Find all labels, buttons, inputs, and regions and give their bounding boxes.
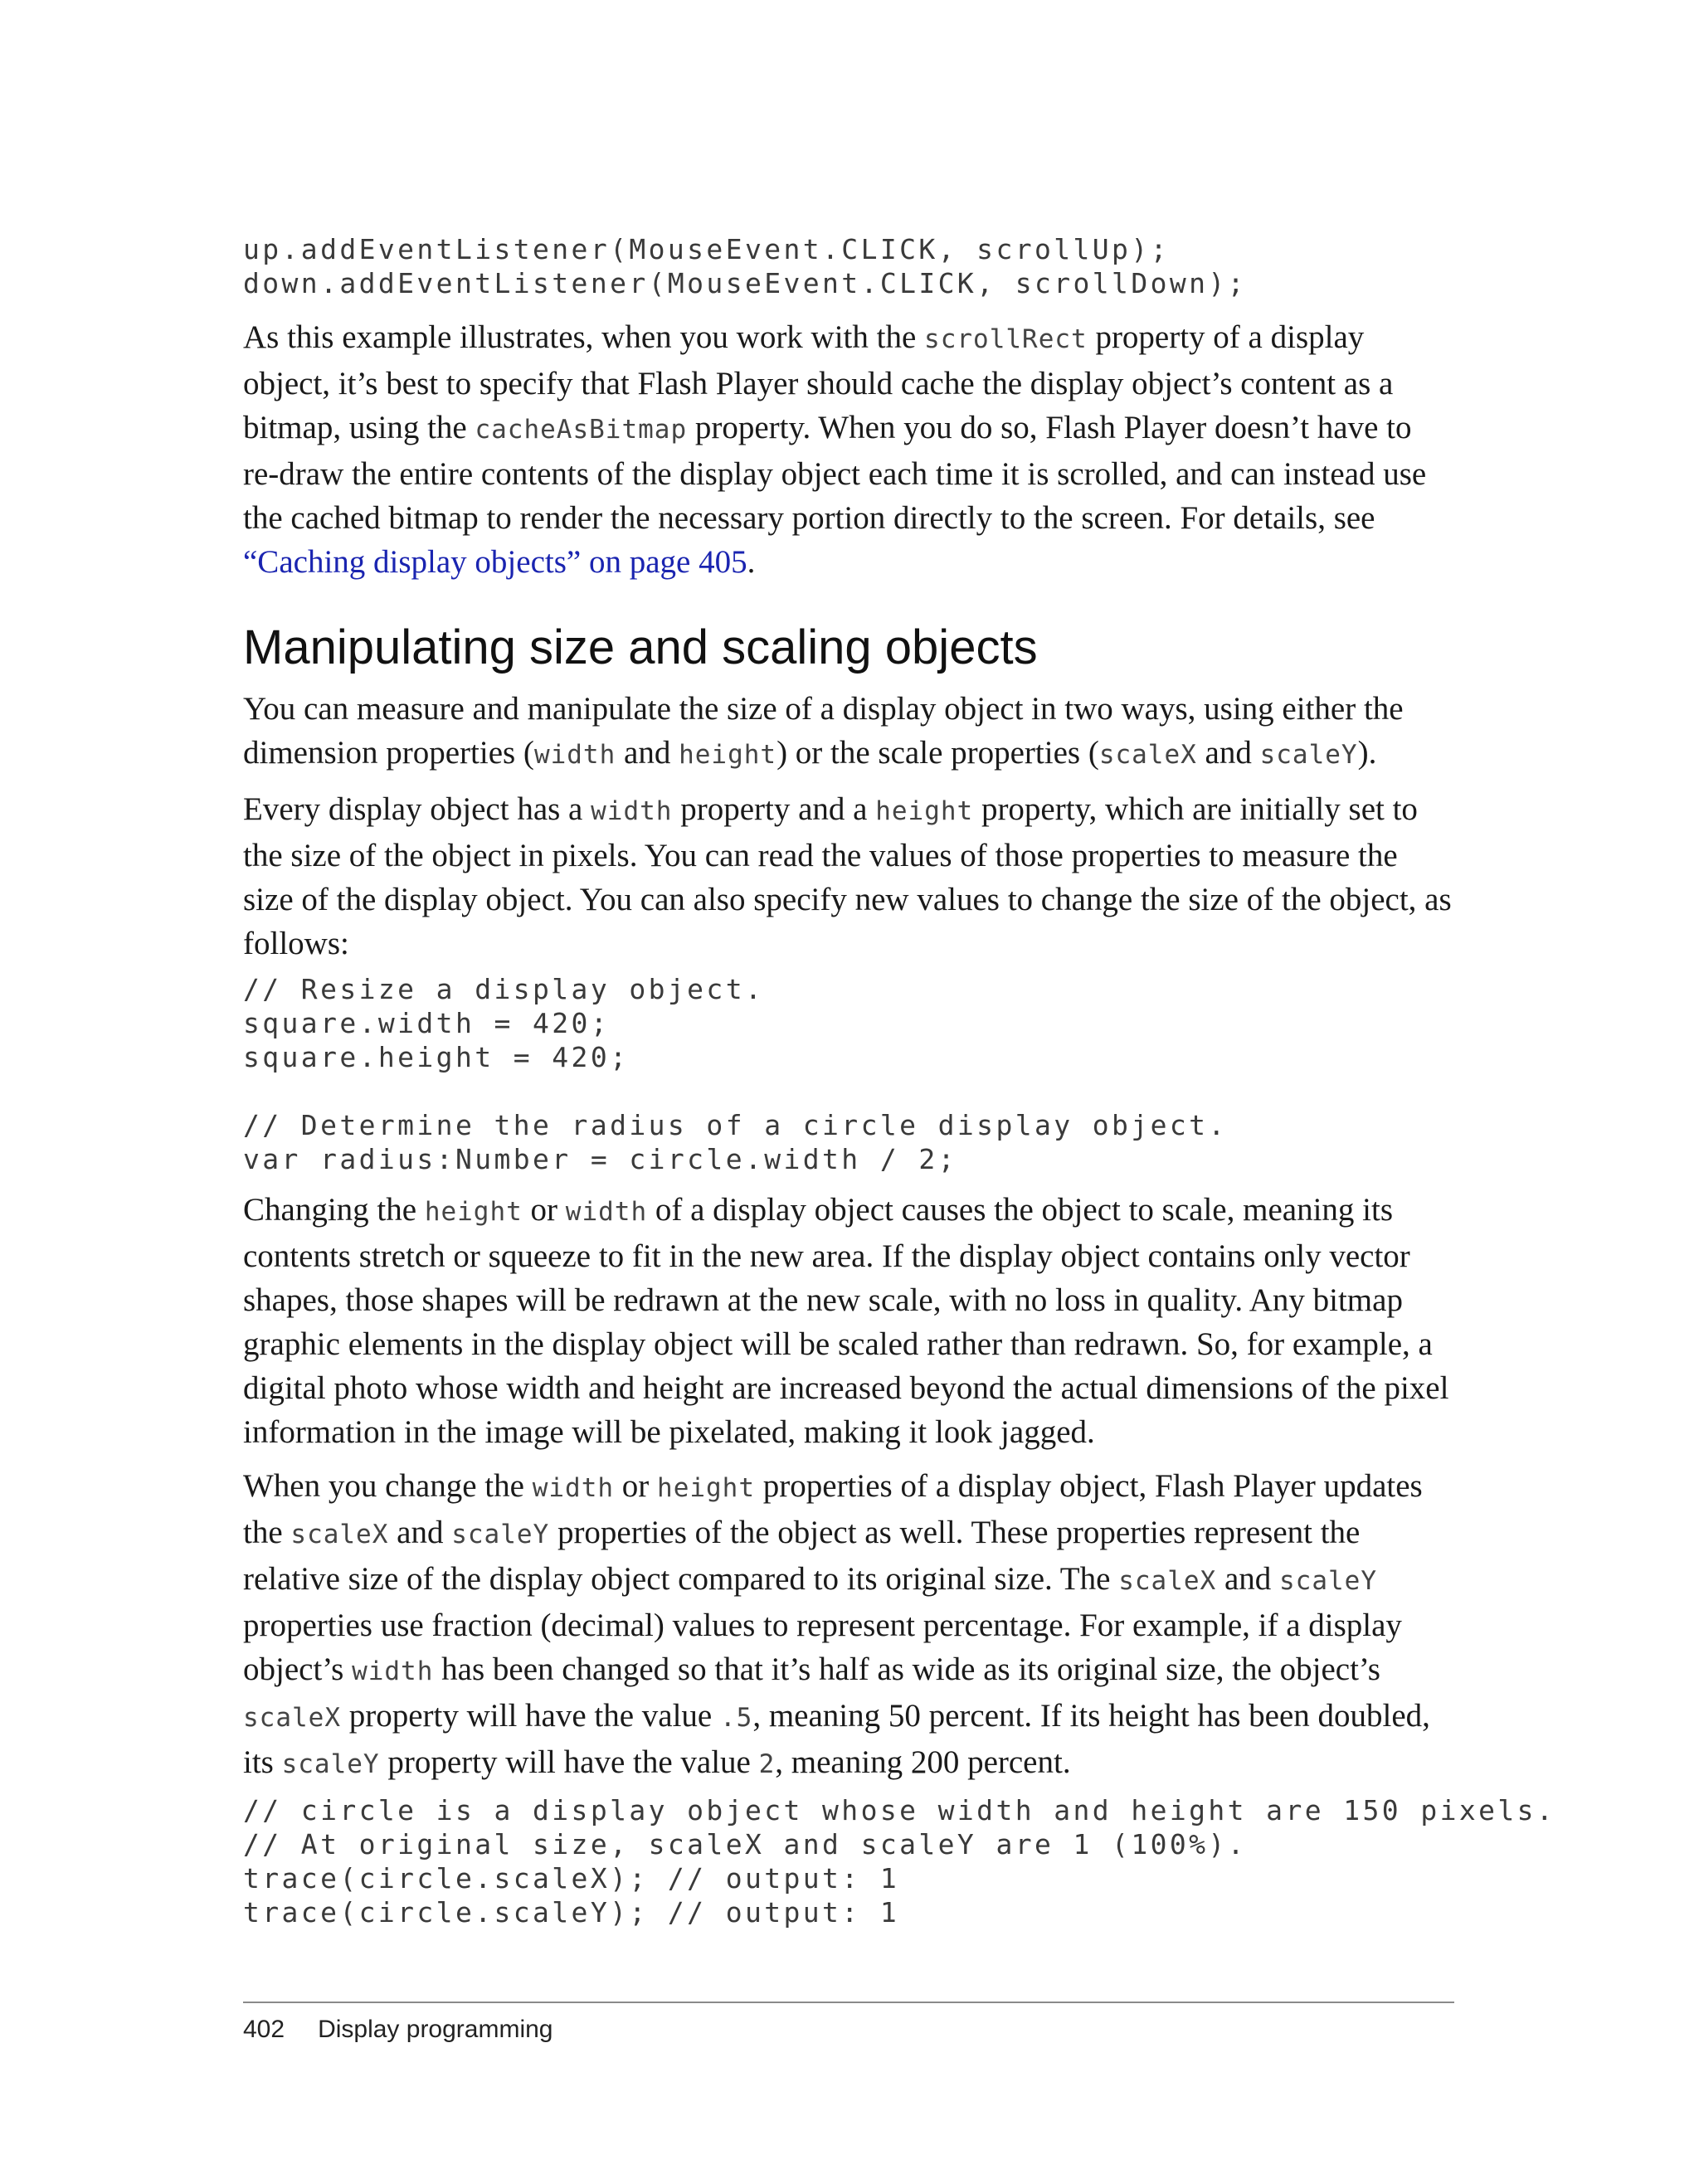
code-line: // circle is a display object whose width and height are 150 pixels. bbox=[243, 1794, 1556, 1826]
code-block-event-listeners bbox=[243, 232, 1454, 300]
inline-code: scaleX bbox=[290, 1520, 389, 1549]
inline-code: scaleY bbox=[1279, 1566, 1377, 1596]
page-content bbox=[243, 232, 1556, 1929]
paragraph-scalex-scaley: When you change the width or height properties of a display object, Flash Player updates the scaleX and scaleY properties of the object as well. These properties represent the relative size of the display object compared to its original size. The scaleX and scaleY properties use fraction (decimal) values to represent percentage. For example, if a display object’s width has been changed so that it’s half as wide as its original size, the object’s scaleX property will have the value .5, meaning 50 percent. If its height has been doubled, its scaleY property will have the value 2, meaning 200 percent. bbox=[243, 1468, 1430, 1780]
inline-code: scaleY bbox=[451, 1520, 550, 1549]
code-line: // Determine the radius of a circle display object. bbox=[243, 1109, 1228, 1141]
inline-code: .5 bbox=[720, 1703, 753, 1733]
code-line: square.height = 420; bbox=[243, 1041, 630, 1073]
code-line: var radius:Number = circle.width / 2; bbox=[243, 1143, 957, 1175]
code-line: // Resize a display object. bbox=[243, 973, 765, 1005]
inline-code: scaleY bbox=[1259, 740, 1358, 770]
inline-code: scaleY bbox=[281, 1749, 380, 1779]
inline-code: height bbox=[679, 740, 777, 770]
inline-code: scaleX bbox=[243, 1703, 341, 1733]
inline-code: scaleX bbox=[1118, 1566, 1217, 1596]
inline-code: scrollRect bbox=[924, 324, 1088, 354]
inline-code: width bbox=[532, 1473, 615, 1503]
code-block-trace-scale bbox=[243, 1793, 1556, 1929]
paragraph-measure-size: You can measure and manipulate the size of a display object in two ways, using either the dimension properties (width and height) or the scale properties (scaleX and scaleY). bbox=[243, 691, 1404, 771]
section-heading: Manipulating size and scaling objects bbox=[243, 620, 1038, 674]
inline-code: height bbox=[657, 1473, 756, 1503]
inline-code: width bbox=[591, 796, 673, 826]
code-block-resize bbox=[243, 972, 1454, 1176]
inline-code: height bbox=[875, 796, 974, 826]
inline-code: width bbox=[352, 1656, 434, 1686]
inline-code: width bbox=[533, 740, 616, 770]
footer-divider bbox=[243, 2002, 1454, 2003]
page-footer bbox=[243, 2016, 553, 2044]
paragraph-scaling-effects: Changing the height or width of a display object causes the object to scale, meaning its contents stretch or squeeze to fit in the new area. If the display object contains only vector shapes, those shapes will be redrawn at the new scale, with no loss in quality. Any bitmap graphic elements in the display object will be scaled rather than redrawn. So, for example, a digital photo whose width and height are increased beyond the actual dimensions of the pixel information in the image will be pixelated, making it look jagged. bbox=[243, 1192, 1449, 1450]
paragraph-width-height: Every display object has a width property and a height property, which are initially set to the size of the object in pixels. You can read the values of those properties to measure the size of the display object. You can also specify new values to change the size of the object, as follows: bbox=[243, 791, 1452, 961]
inline-code: cacheAsBitmap bbox=[475, 415, 688, 445]
code-line: trace(circle.scaleX); // output: 1 bbox=[243, 1862, 900, 1895]
code-line: down.addEventListener(MouseEvent.CLICK, scrollDown); bbox=[243, 267, 1247, 299]
code-line: square.width = 420; bbox=[243, 1007, 611, 1039]
code-line: up.addEventListener(MouseEvent.CLICK, scrollUp); bbox=[243, 233, 1170, 265]
code-line: // At original size, scaleX and scaleY are 1 (100%). bbox=[243, 1828, 1247, 1861]
inline-code: height bbox=[424, 1197, 523, 1227]
page-number: 402 bbox=[243, 2016, 285, 2043]
paragraph-scrollrect: As this example illustrates, when you work with the scrollRect property of a display object, it’s best to specify that Flash Player should cache the display object’s content as a bitmap, using the cacheAsBitmap property. When you do so, Flash Player doesn’t have to re-draw the entire contents of the display object each time it is scrolled, and can instead use the cached bitmap to render the necessary portion directly to the screen. For details, see “Caching display objects” on page 405. bbox=[243, 319, 1427, 580]
inline-code: 2 bbox=[758, 1749, 776, 1779]
code-line: trace(circle.scaleY); // output: 1 bbox=[243, 1896, 900, 1929]
inline-code: width bbox=[565, 1197, 648, 1227]
inline-code: scaleX bbox=[1098, 740, 1197, 770]
cross-reference-link[interactable]: “Caching display objects” on page 405 bbox=[243, 544, 747, 580]
footer-section-title: Display programming bbox=[318, 2016, 553, 2043]
